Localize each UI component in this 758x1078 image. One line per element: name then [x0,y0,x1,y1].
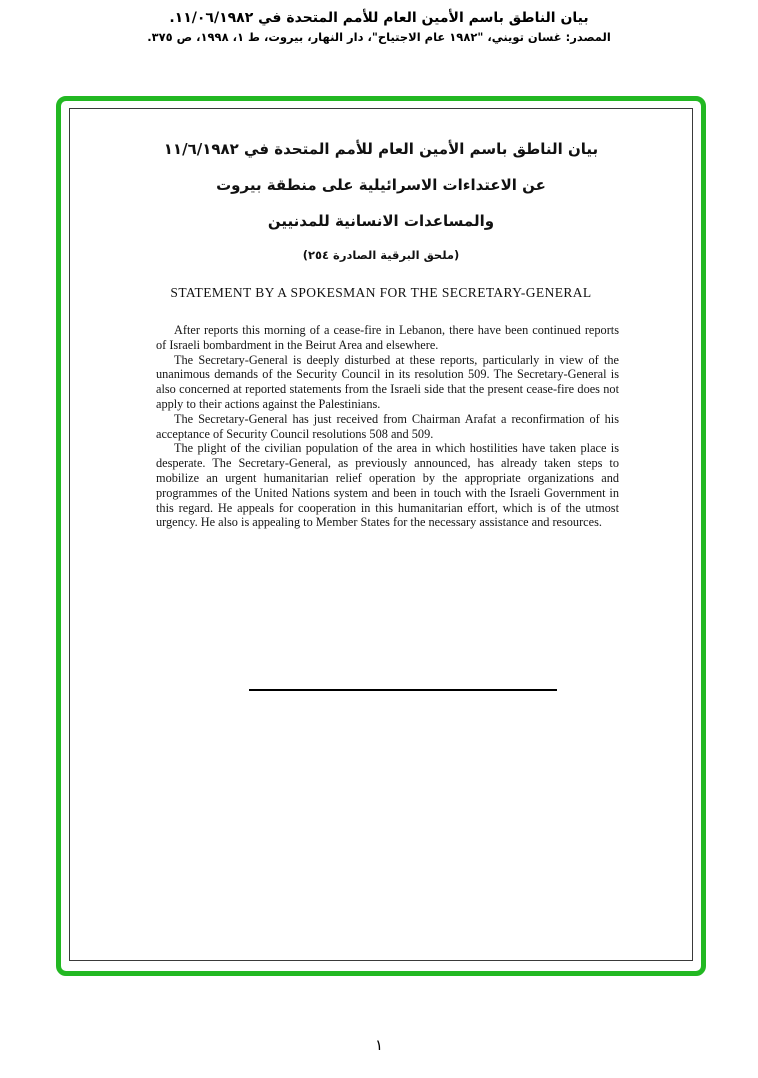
horizontal-rule [249,689,557,691]
document-page [69,108,693,961]
source-title: بيان الناطق باسم الأمين العام للأمم المتحدة في ١١/٠٦/١٩٨٢. [169,10,589,26]
arabic-title-line-1: بيان الناطق باسم الأمين العام للأمم المتحدة في ١١/٦/١٩٨٢ [163,140,599,158]
annex-note: (ملحق البرقية الصادرة ٢٥٤) [302,248,460,262]
statement-paragraph: The Secretary-General has just received from Chairman Arafat a reconfirmation of his acceptance of Security Council resolutions 508 and 509. [156,411,619,441]
arabic-title-block [70,109,692,271]
source-citation: المصدر: غسان تويني، "١٩٨٢ عام الاجتياح"، دار النهار، بيروت، ط ١، ١٩٩٨، ص ٣٧٥. [147,30,611,44]
statement-paragraph: The plight of the civilian population of the area in which hostilities have taken place is desperate. The Secretary-General, as previously announced, has already taken steps to mobilize an urgent humanitarian relief operation by the appropriate organizations and programmes of the United Nations system and been in touch with the Israeli Government in this regard. He appeals for cooperation in this humanitarian effort, which is of the utmost urgency. He also is appealing to Member States for the necessary assistance and resources. [156,441,619,530]
statement-body [156,323,619,530]
arabic-title-line-3: والمساعدات الانسانية للمدنيين [267,212,495,230]
source-header [0,8,758,47]
statement-paragraph: The Secretary-General is deeply disturbed at these reports, particularly in view of the unanimous demands of the Security Council in its resolution 509. The Secretary-General is also concerned at reported statements from the Israeli side that the present cease-fire does not apply to their actions against the Palestinians. [156,352,619,411]
statement-heading: STATEMENT BY A SPOKESMAN FOR THE SECRETARY-GENERAL [170,285,592,300]
highlight-frame [56,96,706,976]
statement-paragraph: After reports this morning of a cease-fire in Lebanon, there have been continued reports of Israeli bombardment in the Beirut Area and elsewhere. [156,323,619,352]
page-number: ١ [374,1036,384,1054]
arabic-title-line-2: عن الاعتداءات الاسرائيلية على منطقة بيروت [216,176,546,194]
